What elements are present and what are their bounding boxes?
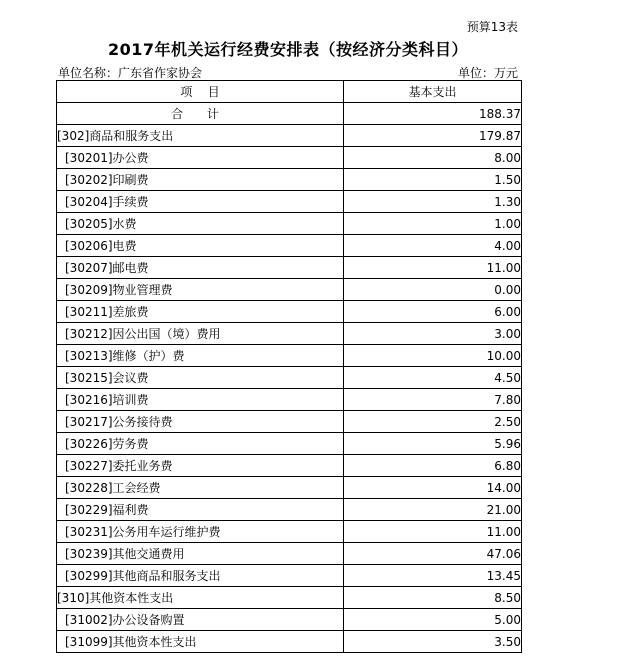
column-header-amount: 基本支出 (344, 81, 522, 103)
row-label: 合 计 (57, 103, 344, 125)
row-amount: 4.50 (344, 367, 522, 389)
table-row (57, 213, 522, 235)
row-amount: 8.50 (344, 587, 522, 609)
table-row (57, 631, 522, 653)
table-row (57, 191, 522, 213)
page-code: 预算13表 (466, 20, 518, 34)
table-row (57, 411, 522, 433)
table-row (57, 279, 522, 301)
meta-row (56, 64, 520, 80)
row-amount: 47.06 (344, 543, 522, 565)
table-row (57, 169, 522, 191)
row-label: [30226]劳务费 (57, 433, 344, 455)
table-row (57, 455, 522, 477)
row-label: [310]其他资本性支出 (57, 587, 344, 609)
row-label: [30212]因公出国（境）费用 (57, 323, 344, 345)
row-label: [30205]水费 (57, 213, 344, 235)
unit-name: 单位名称：广东省作家协会 (58, 66, 203, 80)
row-label: [31002]办公设备购置 (57, 609, 344, 631)
table-row (57, 389, 522, 411)
table-row (57, 323, 522, 345)
table-row (57, 543, 522, 565)
row-amount: 6.00 (344, 301, 522, 323)
row-amount: 11.00 (344, 257, 522, 279)
table-row (57, 147, 522, 169)
table-header-row (57, 81, 522, 103)
table-row (57, 477, 522, 499)
row-amount: 7.80 (344, 389, 522, 411)
table-row (57, 345, 522, 367)
row-label: [30227]委托业务费 (57, 455, 344, 477)
row-amount: 179.87 (344, 125, 522, 147)
row-amount: 3.50 (344, 631, 522, 653)
table-row (57, 367, 522, 389)
row-amount: 1.30 (344, 191, 522, 213)
table-row (57, 125, 522, 147)
column-header-item: 项 目 (57, 81, 344, 103)
row-amount: 6.80 (344, 455, 522, 477)
row-label: [30229]福利费 (57, 499, 344, 521)
table-row (57, 521, 522, 543)
row-label: [30211]差旅费 (57, 301, 344, 323)
row-amount: 13.45 (344, 565, 522, 587)
row-amount: 5.96 (344, 433, 522, 455)
table-row (57, 587, 522, 609)
row-amount: 1.00 (344, 213, 522, 235)
row-amount: 5.00 (344, 609, 522, 631)
row-label: [30209]物业管理费 (57, 279, 344, 301)
row-amount: 11.00 (344, 521, 522, 543)
row-label: [30215]会议费 (57, 367, 344, 389)
row-label: [30204]手续费 (57, 191, 344, 213)
table-row (57, 301, 522, 323)
row-label: [30202]印刷费 (57, 169, 344, 191)
row-amount: 10.00 (344, 345, 522, 367)
table-row (57, 565, 522, 587)
row-amount: 0.00 (344, 279, 522, 301)
row-label: [30231]公务用车运行维护费 (57, 521, 344, 543)
budget-table (56, 80, 522, 653)
row-amount: 2.50 (344, 411, 522, 433)
row-label: [30239]其他交通费用 (57, 543, 344, 565)
row-label: [30207]邮电费 (57, 257, 344, 279)
unit-currency: 单位：万元 (457, 66, 518, 80)
table-row-total (57, 103, 522, 125)
row-amount: 14.00 (344, 477, 522, 499)
page-title: 2017年机关运行经费安排表（按经济分类科目） (107, 40, 469, 59)
table-row (57, 433, 522, 455)
row-amount: 21.00 (344, 499, 522, 521)
row-amount: 188.37 (344, 103, 522, 125)
row-label: [30228]工会经费 (57, 477, 344, 499)
row-amount: 8.00 (344, 147, 522, 169)
row-label: [30206]电费 (57, 235, 344, 257)
row-label: [30213]维修（护）费 (57, 345, 344, 367)
row-label: [30299]其他商品和服务支出 (57, 565, 344, 587)
row-amount: 1.50 (344, 169, 522, 191)
table-row (57, 499, 522, 521)
row-label: [30217]公务接待费 (57, 411, 344, 433)
row-label: [302]商品和服务支出 (57, 125, 344, 147)
table-row (57, 235, 522, 257)
row-amount: 4.00 (344, 235, 522, 257)
table-row (57, 609, 522, 631)
table-row (57, 257, 522, 279)
row-label: [31099]其他资本性支出 (57, 631, 344, 653)
row-amount: 3.00 (344, 323, 522, 345)
row-label: [30216]培训费 (57, 389, 344, 411)
row-label: [30201]办公费 (57, 147, 344, 169)
